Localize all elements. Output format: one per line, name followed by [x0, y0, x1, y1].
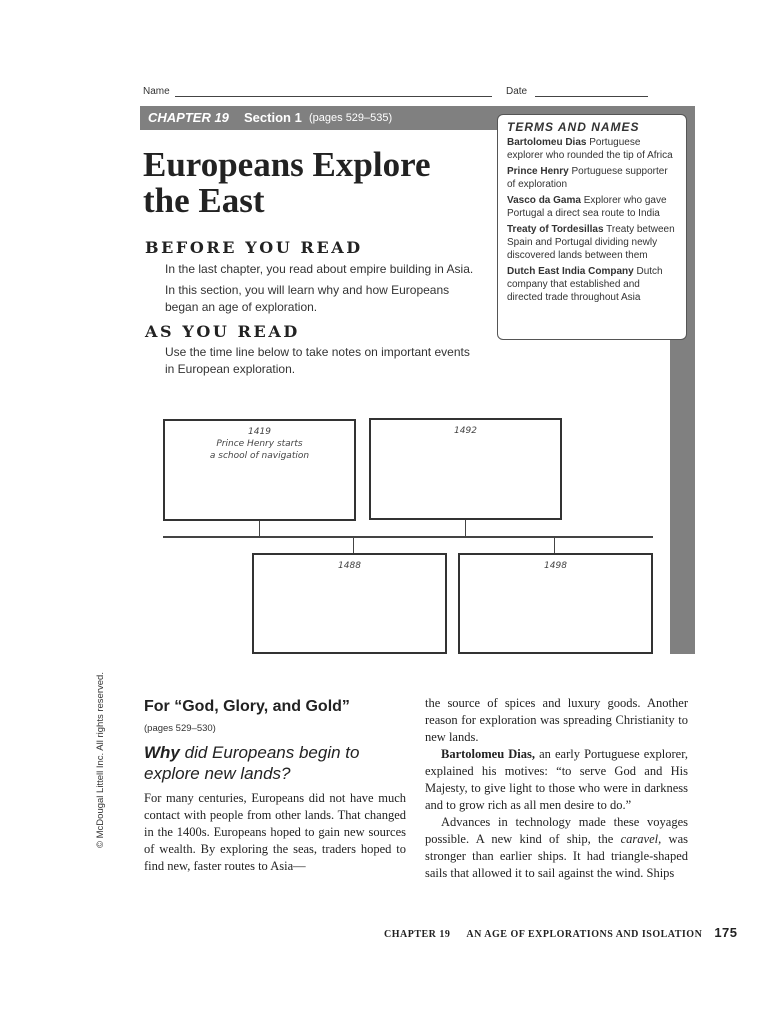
footer: [384, 925, 738, 940]
term-item: Treaty of Tordesillas Treaty between Spain and Portugal dividing newly discovered lands between them: [507, 224, 675, 261]
footer-title: AN AGE OF EXPLORATIONS AND ISOLATION: [466, 929, 703, 940]
timeline-connector: [465, 520, 466, 536]
timeline-year: 1419: [248, 427, 271, 437]
section-pages: (pages 529–535): [309, 112, 393, 124]
terms-heading: TERMS AND NAMES: [507, 120, 640, 134]
term-item: Bartolomeu Dias Portuguese explorer who rounded the tip of Africa: [507, 137, 673, 161]
timeline-year: 1498: [544, 561, 567, 571]
term-item: Prince Henry Portuguese supporter of exploration: [507, 166, 668, 190]
name-label: Name: [143, 86, 170, 97]
section-question: Why did Europeans begin to explore new lands?: [144, 743, 360, 783]
copyright-notice: © McDougal Littell Inc. All rights reserved.: [95, 672, 106, 848]
section-heading: For “God, Glory, and Gold”: [144, 698, 350, 715]
date-line[interactable]: [535, 96, 648, 97]
right-column-text: the source of spices and luxury goods. Another reason for exploration was spreading Christianity to new lands. Bartolomeu Dias, an early Portuguese explorer, explained his motives: “to serve God and His Majesty, to give light to those who were in darkness and to grow rich as all men desire to do.” Advances in technology made these voyages possible. A new kind of ship, the caravel, was stronger than earlier ships. It had triangle-shaped sails that allowed it to sail against the wind. Ships: [425, 696, 688, 880]
timeline-year: 1492: [454, 426, 477, 436]
timeline-box-1498[interactable]: [458, 553, 653, 654]
terms-and-names-box: [497, 114, 687, 340]
footer-chapter: CHAPTER 19: [384, 929, 451, 940]
timeline-connector: [353, 537, 354, 553]
timeline-box-1488[interactable]: [252, 553, 447, 654]
as-you-read-text: Use the time line below to take notes on important events in European exploration.: [165, 345, 470, 376]
left-column-text: For many centuries, Europeans did not have much contact with people from other lands. That changed in the 1400s. Europeans hoped to gain new sources of wealth. By exploring the seas, traders hoped to find new, faster routes to Asia—: [144, 791, 406, 873]
timeline-axis: [163, 536, 653, 538]
chapter-number: CHAPTER 19: [148, 110, 229, 125]
as-you-read-heading: AS YOU READ: [145, 322, 300, 341]
timeline-connector: [554, 537, 555, 553]
term-item: Dutch East India Company Dutch company that established and directed trade throughout Asia: [507, 266, 663, 303]
before-you-read-heading: BEFORE YOU READ: [145, 238, 363, 257]
date-label: Date: [506, 86, 528, 97]
term-item: Vasco da Gama Explorer who gave Portugal a direct sea route to India: [507, 195, 667, 219]
section-pages-ref: (pages 529–530): [144, 723, 216, 734]
timeline-box-1492[interactable]: [369, 418, 562, 520]
name-line[interactable]: [175, 96, 492, 97]
timeline-note: Prince Henry starts a school of navigation: [209, 439, 310, 461]
timeline-year: 1488: [338, 561, 361, 571]
timeline-box-1419[interactable]: [163, 419, 356, 521]
section-number: Section 1: [244, 110, 302, 125]
page-title: Europeans Explore the East: [143, 145, 431, 220]
page-number: 175: [714, 925, 738, 940]
timeline-connector: [259, 521, 260, 536]
before-you-read-text: In the last chapter, you read about empire building in Asia. In this section, you will learn why and how Europeans began an age of exploration.: [165, 262, 474, 314]
